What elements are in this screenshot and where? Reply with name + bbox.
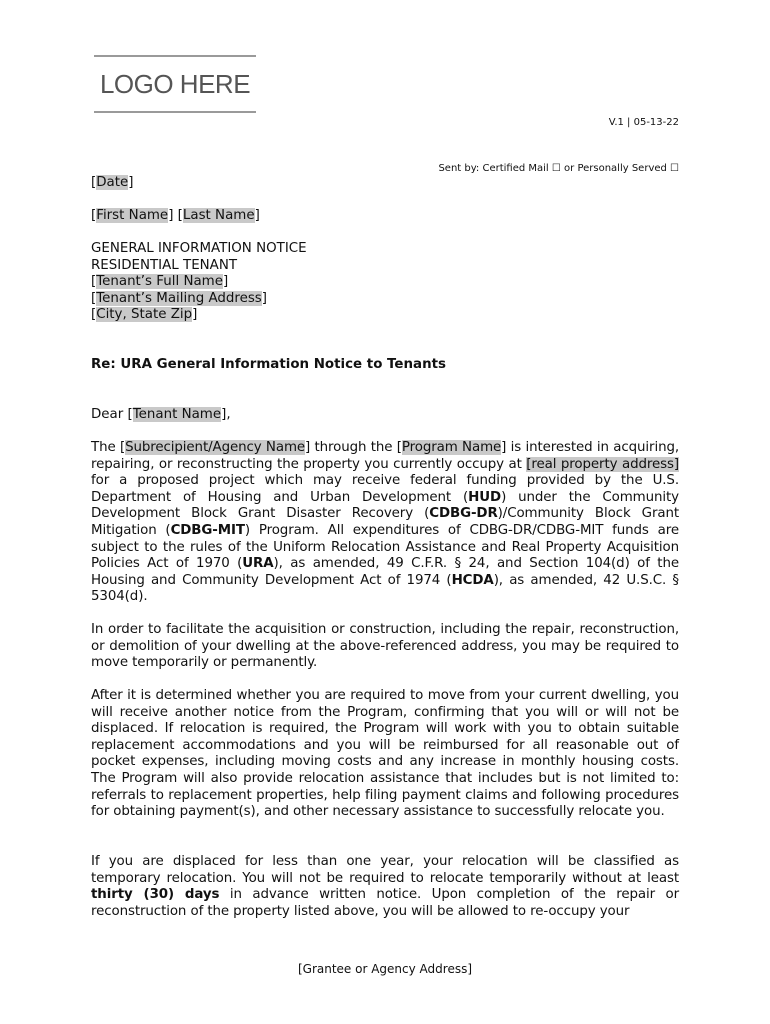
- real-property-address-field[interactable]: [real property address]: [526, 456, 679, 472]
- tenant-full-name-field[interactable]: Tenant’s Full Name: [96, 274, 223, 290]
- name-line: [First Name] [Last Name]: [91, 208, 260, 223]
- city-state-zip-line: [City, State Zip]: [91, 307, 198, 323]
- paragraph-intro: The [Subrecipient/Agency Name] through the [Program Name] is interested in acquiring, repairing, or reconstructing the property you currently occupy at [real property address] for a proposed project which may receive federal funding provided by the U.S. Department of Housing and Urban Development (HUD) under the Community Development Block Grant Disaster Recovery (CDBG-DR)/Community Block Grant Mitigation (CDBG-MIT) Program. All expenditures of CDBG-DR/CDBG-MIT funds are subject to the rules of the Uniform Relocation Assistance and Real Property Acquisition Policies Act of 1970 (URA), as amended, 49 C.F.R. § 24, and Section 104(d) of the Housing and Community Development Act of 1974 (HCDA), as amended, 42 U.S.C. § 5304(d).: [91, 440, 680, 605]
- salutation-suffix: ],: [221, 407, 231, 422]
- logo-placeholder: LOGO HERE: [94, 55, 256, 113]
- last-name-field[interactable]: Last Name: [182, 208, 255, 223]
- program-name-field[interactable]: Program Name: [401, 440, 502, 455]
- tenant-name-line: [Tenant’s Full Name]: [91, 274, 229, 290]
- salutation: [91, 407, 231, 424]
- subrecipient-agency-name-field[interactable]: Subrecipient/Agency Name: [125, 440, 306, 455]
- notice-title-1: GENERAL INFORMATION NOTICE: [91, 241, 307, 256]
- salutation-prefix: Dear [: [91, 407, 133, 422]
- sent-by-line: Sent by: Certified Mail ☐ or Personally Served ☐: [438, 163, 679, 174]
- tenant-name-field[interactable]: Tenant Name: [132, 407, 222, 422]
- paragraph-relocation: After it is determined whether you are required to move from your current dwelling, you will receive another notice from the Program, confirming that you will or will not be displaced. If relocation is required, the Program will work with you to obtain suitable replacement accommodations and you will be reimbursed for all reasonable out of pocket expenses, including moving costs and any increase in monthly housing costs. The Program will also provide relocation assistance that includes but is not limited to: referrals to replacement properties, help filing payment claims and following procedures for obtaining payment(s), and other necessary assistance to successfully relocate you.: [91, 688, 679, 820]
- date-field[interactable]: Date: [96, 175, 129, 190]
- tenant-mailing-address-field[interactable]: Tenant’s Mailing Address: [96, 290, 262, 306]
- footer-address: [Grantee or Agency Address]: [297, 962, 473, 976]
- version-label: V.1 | 05-13-22: [608, 117, 679, 128]
- notice-title-2: RESIDENTIAL TENANT: [91, 257, 238, 273]
- tenant-address-line: [Tenant’s Mailing Address]: [91, 290, 268, 306]
- paragraph-acquisition: In order to facilitate the acquisition or construction, including the repair, reconstruction, or demolition of your dwelling at the above-referenced address, you may be required to move temporarily or permanently.: [91, 622, 679, 671]
- date-line: [Date]: [91, 175, 134, 190]
- paragraph-temporary: If you are displaced for less than one year, your relocation will be classified as temporary relocation. You will not be required to relocate temporarily without at least thirty (30) days in advance written notice. Upon completion of the repair or reconstruction of the property listed above, you will be allowed to re-occupy your: [91, 854, 680, 919]
- first-name-field[interactable]: First Name: [96, 208, 169, 223]
- subject-line: Re: URA General Information Notice to Tenants: [91, 357, 446, 372]
- city-state-zip-field[interactable]: City, State Zip: [96, 307, 193, 323]
